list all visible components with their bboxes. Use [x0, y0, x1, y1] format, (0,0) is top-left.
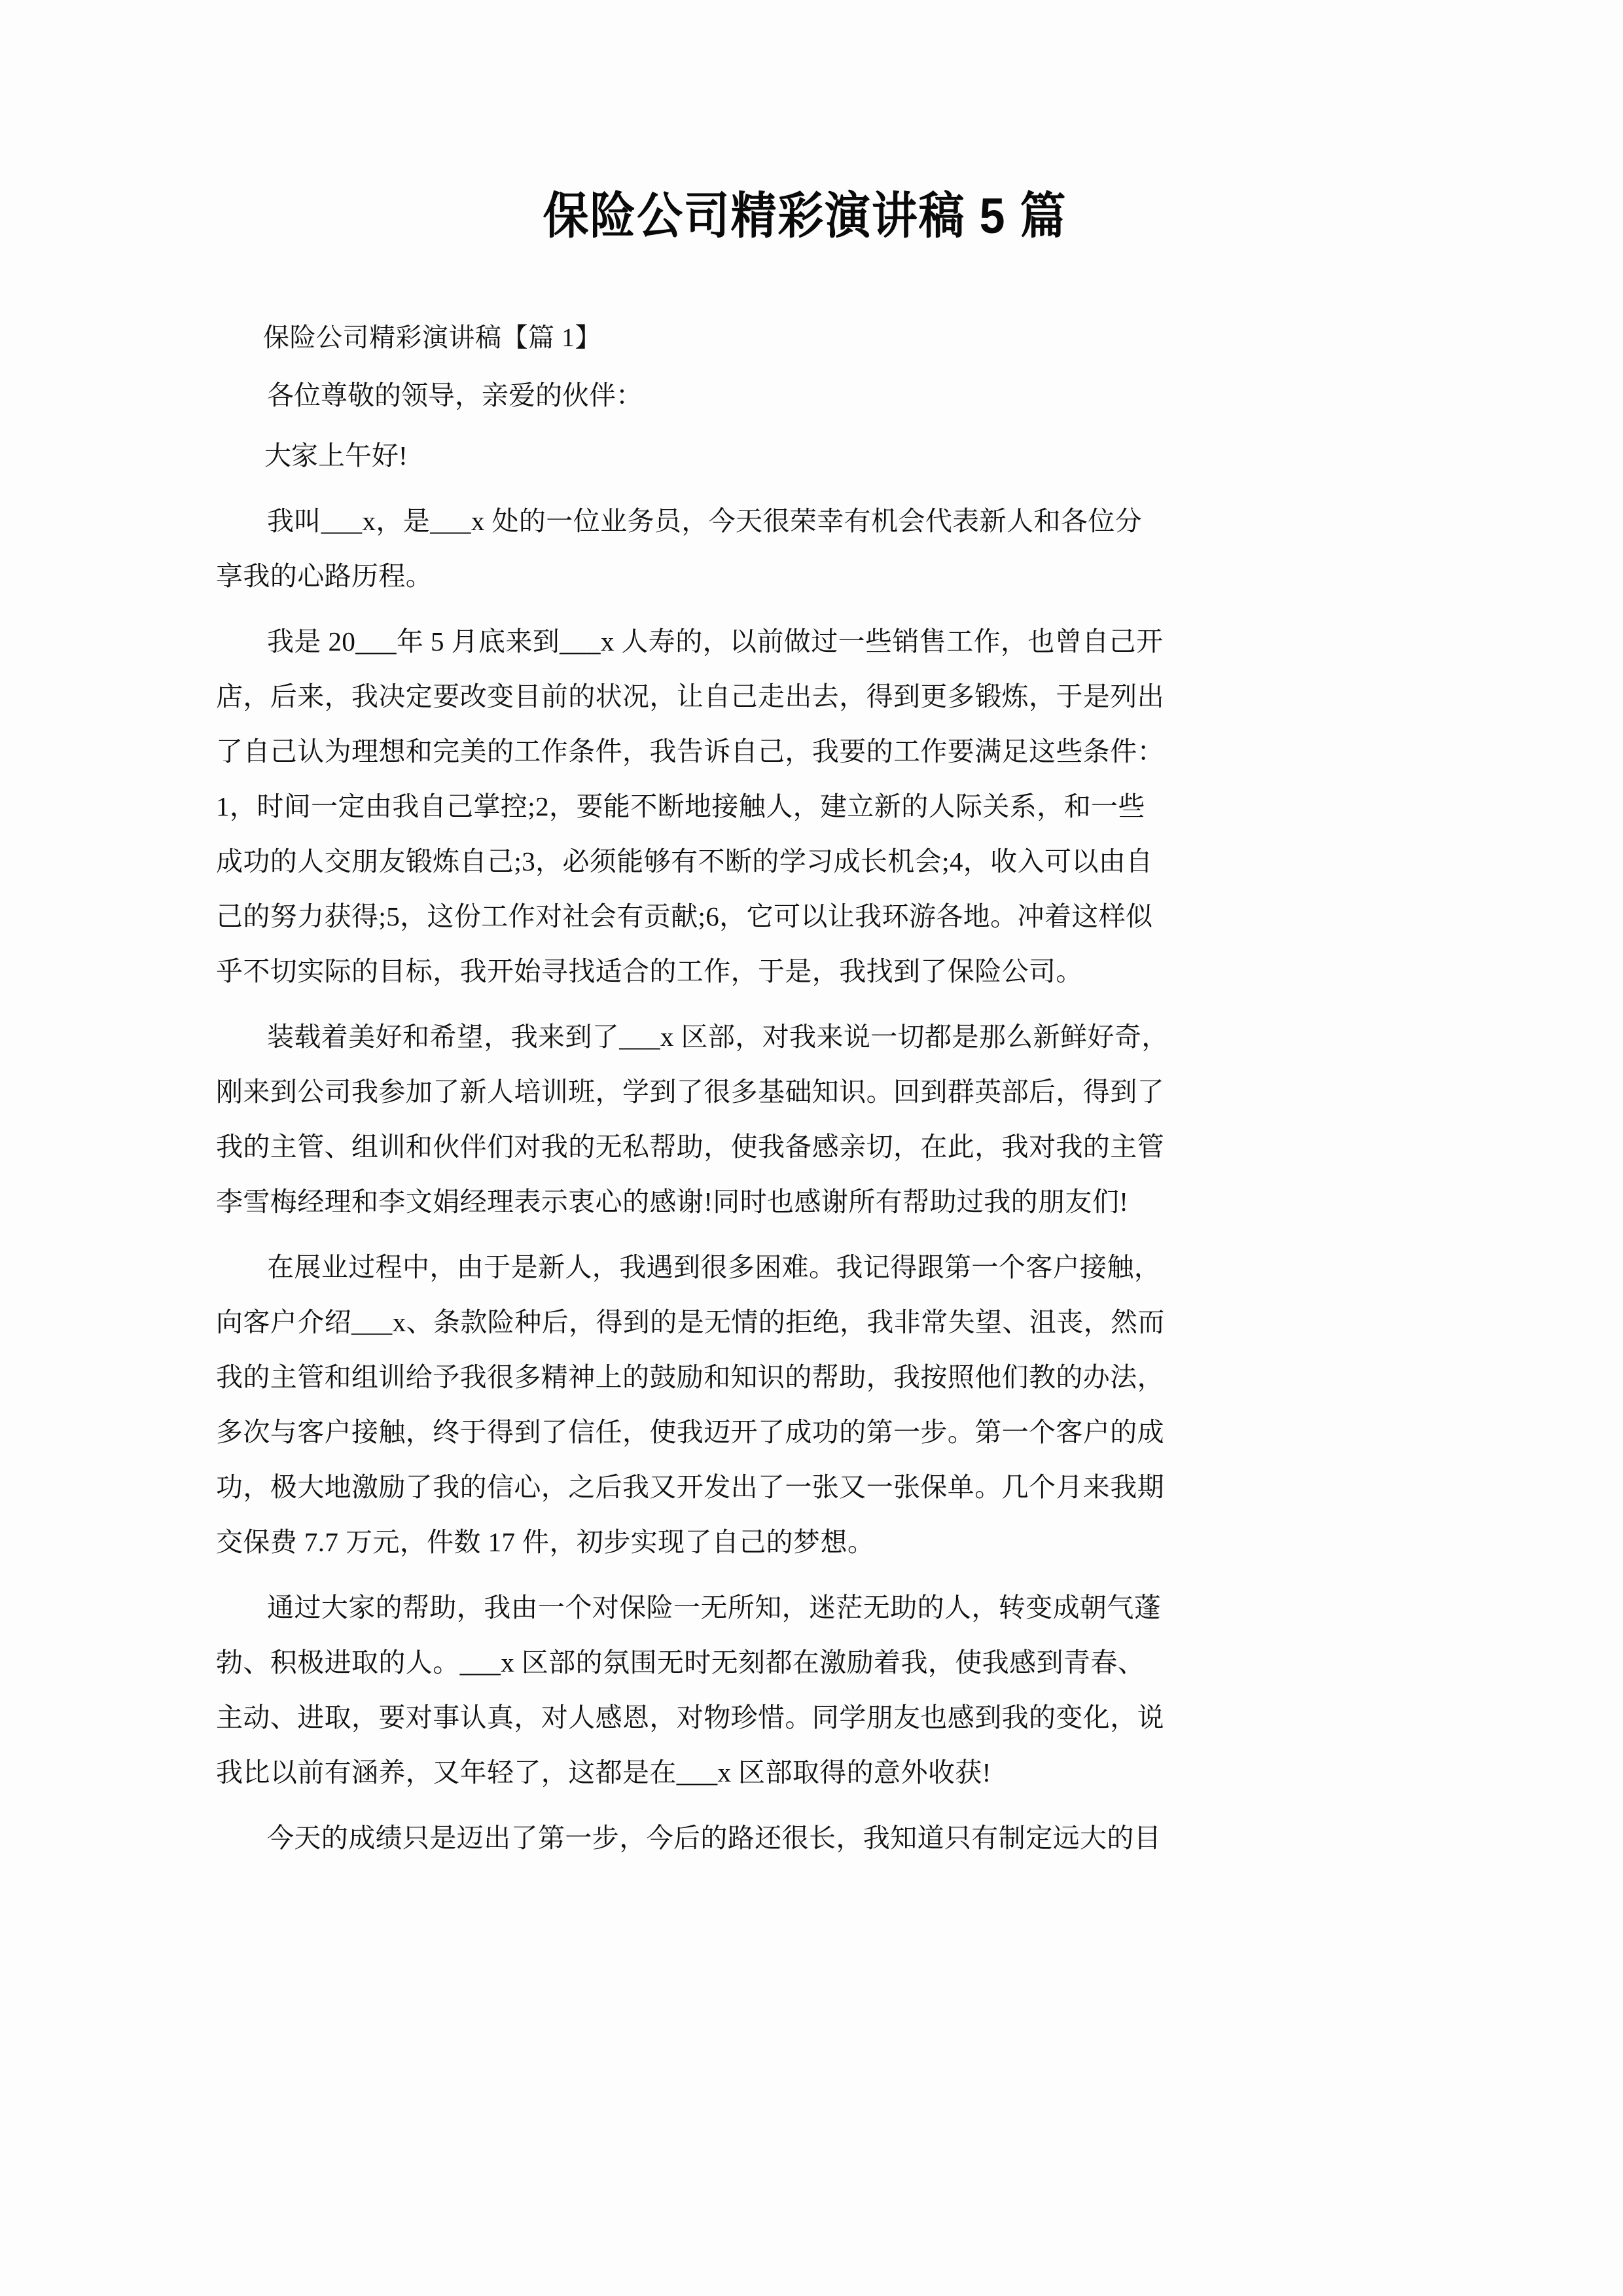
- paragraph-line: 在展业过程中，由于是新人，我遇到很多困难。我记得跟第一个客户接触，: [267, 1251, 1162, 1282]
- paragraph-line: 通过大家的帮助，我由一个对保险一无所知，迷茫无助的人，转变成朝气蓬: [267, 1592, 1162, 1623]
- paragraph-line: 我叫___x，是___x 处的一位业务员，今天很荣幸有机会代表新人和各位分: [267, 505, 1143, 536]
- page-title: 保险公司精彩演讲稿 5 篇: [543, 188, 1067, 244]
- paragraph-line: 我是 20___年 5 月底来到___x 人寿的，以前做过一些销售工作，也曾自己开: [267, 626, 1164, 656]
- paragraph-line: 功，极大地激励了我的信心，之后我又开发出了一张又一张保单。几个月来我期: [216, 1471, 1164, 1502]
- paragraph-line: 勃、积极进取的人。___x 区部的氛围无时无刻都在激励着我，使我感到青春、: [216, 1647, 1145, 1677]
- text-column: [216, 0, 1394, 1865]
- paragraph-line: 店，后来，我决定要改变目前的状况，让自己走出去，得到更多锻炼，于是列出: [216, 681, 1164, 711]
- paragraph-line: 成功的人交朋友锻炼自己;3，必须能够有不断的学习成长机会;4，收入可以由自: [216, 846, 1153, 876]
- paragraph-line: 李雪梅经理和李文娟经理表示衷心的感谢!同时也感谢所有帮助过我的朋友们!: [216, 1186, 1129, 1217]
- paragraph-line: 多次与客户接触，终于得到了信任，使我迈开了成功的第一步。第一个客户的成: [216, 1416, 1164, 1447]
- paragraph-arrival: [216, 1009, 1394, 1229]
- paragraph-line: 刚来到公司我参加了新人培训班，学到了很多基础知识。回到群英部后，得到了: [216, 1076, 1164, 1107]
- paragraph-line: 装载着美好和希望，我来到了___x 区部，对我来说一切都是那么新鲜好奇，: [267, 1021, 1169, 1052]
- paragraph-line: 今天的成绩只是迈出了第一步，今后的路还很长，我知道只有制定远大的目: [267, 1822, 1162, 1853]
- paragraph-line: 向客户介绍___x、条款险种后，得到的是无情的拒绝，我非常失望、沮丧，然而: [216, 1306, 1165, 1337]
- paragraph-line: 我的主管、组训和伙伴们对我的无私帮助，使我备感亲切，在此，我对我的主管: [216, 1131, 1164, 1162]
- salutation-line: 各位尊敬的领导，亲爱的伙伴：: [267, 380, 643, 410]
- paragraph-line: 主动、进取，要对事认真，对人感恩，对物珍惜。同学朋友也感到我的变化，说: [216, 1702, 1164, 1732]
- paragraph-line: 己的努力获得;5，这份工作对社会有贡献;6，它可以让我环游各地。冲着这样似: [216, 901, 1153, 931]
- paragraph-background: [216, 614, 1394, 999]
- paragraph-line: 1，时间一定由我自己掌控;2，要能不断地接触人，建立新的人际关系，和一些: [216, 791, 1145, 821]
- section-heading: 保险公司精彩演讲稿【篇 1】: [263, 322, 601, 352]
- paragraph-future: [216, 1810, 1394, 1865]
- greeting-line: 大家上午好!: [264, 440, 408, 471]
- paragraph-growth: [216, 1580, 1394, 1800]
- paragraph-line: 享我的心路历程。: [216, 560, 433, 591]
- paragraph-intro: [216, 493, 1394, 603]
- paragraph-line: 了自己认为理想和完美的工作条件，我告诉自己，我要的工作要满足这些条件：: [216, 736, 1164, 766]
- paragraph-line: 乎不切实际的目标，我开始寻找适合的工作，于是，我找到了保险公司。: [216, 956, 1083, 986]
- paragraph-line: 我比以前有涵养，又年轻了，这都是在___x 区部取得的意外收获!: [216, 1757, 991, 1787]
- paragraph-challenges: [216, 1240, 1394, 1570]
- paragraph-line: 我的主管和组训给予我很多精神上的鼓励和知识的帮助，我按照他们教的办法，: [216, 1361, 1164, 1392]
- paragraph-line: 交保费 7.7 万元，件数 17 件，初步实现了自己的梦想。: [216, 1526, 875, 1557]
